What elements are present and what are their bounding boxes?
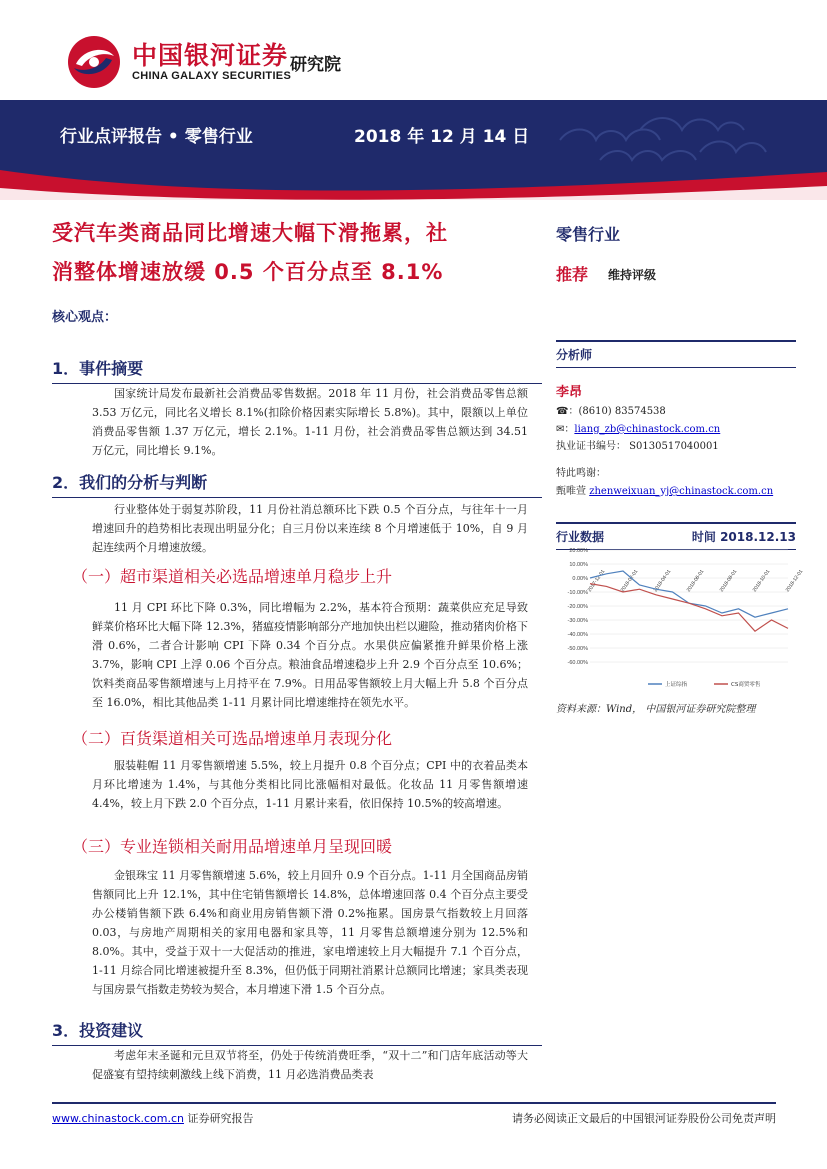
chart-y-tick-label: -50.00% bbox=[567, 646, 588, 652]
logo-chinese-name: 中国银河证券 bbox=[132, 41, 289, 70]
subheading-supermarket: （一）超市渠道相关必选品增速单月稳步上升 bbox=[72, 567, 393, 586]
chart-x-tick-label: 2018-12-01 bbox=[784, 568, 805, 594]
analyst-phone: ☎：(8610) 83574538 bbox=[556, 406, 666, 417]
chart-x-tick-label: 2018-08-01 bbox=[718, 568, 739, 594]
summary-paragraph: 国家统计局发布最新社会消费品零售数据。2018 年 11 月份，社会消费品零售总额 3.53 万亿元，同比名义增长 8.1%(扣除价格因素实际增长 5.8%)。其中，限额以上单位消费品零售额 1.37 万亿元，增长 2.1%。1-11 月份，社会消费品零售总额达到 34.51 万亿元，同比增长 9.1%。 bbox=[92, 387, 528, 457]
analyst-name: 李昂 bbox=[556, 385, 583, 400]
department-store-paragraph: 服装鞋帽 11 月零售额增速 5.5%，较上月提升 0.8 个百分点；CPI 中的衣着品类本月环比增速为 1.4%，与其他分类相比同比涨幅相对最低。化妆品 11 月零售额增速 4.4%，较上月下跌 2.0 个百分点，1-11 月累计来看，依旧保持 10.5%的较高增速。 bbox=[92, 759, 528, 810]
chart-y-tick-label: 20.00% bbox=[569, 548, 588, 554]
email-icon-label: ✉： bbox=[556, 424, 575, 435]
thanks-name: 甄唯萱 bbox=[556, 486, 586, 497]
chart-legend-label: CS商贸零售 bbox=[731, 682, 761, 688]
chart-y-tick-label: 10.00% bbox=[569, 562, 588, 568]
analysis-paragraph: 行业整体处于弱复苏阶段，11 月份社消总额环比下跌 0.5 个百分点，与往年十一月增速回升的趋势相比表现出明显分化；自三月份以来连续 8 个月增速低于 10%，自 9 月起连续两个月增速放缓。 bbox=[92, 503, 528, 554]
recommendation-badge: 推荐 bbox=[556, 265, 589, 284]
chart-y-tick-label: -20.00% bbox=[567, 604, 588, 610]
thanks-label: 特此鸣谢： bbox=[556, 468, 606, 479]
title-line-2: 消整体增速放缓 0.5 个百分点至 8.1% bbox=[52, 260, 444, 284]
section-heading-analysis: 2．我们的分析与判断 bbox=[52, 470, 542, 498]
logo-english-name: CHINA GALAXY SECURITIES bbox=[132, 70, 292, 82]
specialty-chain-paragraph: 金银珠宝 11 月零售额增速 5.6%，较上月回升 0.9 个百分点。1-11 月全国商品房销售额同比上升 12.1%，其中住宅销售额增长 14.8%，总体增速回落 0.4 个百分点主要受办公楼销售额下跌 6.4%和商业用房销售额下滑 0.2%拖累。国房景气指数较上月回落 0.03，与房地产周期相关的家用电器和家具等，11 月零售总额增速分别为 12.5%和 8.0%。其中，受益于双十一大促活动的推进，家电增速较上月大幅提升 7.1 个百分点，1-11 月综合同比增速被提升至 8.3%，但仍低于同期社消累计总额同比增速；家具类表现与国房景气指数走势较为契合，本月增速下滑 1.5 个百分点。 bbox=[92, 869, 528, 996]
chart-y-tick-label: -30.00% bbox=[567, 618, 588, 624]
chart-x-tick-label: 2018-06-01 bbox=[685, 568, 706, 594]
thanks-row bbox=[556, 482, 773, 497]
thanks-email-link[interactable]: zhenweixuan_yj@chinastock.com.cn bbox=[589, 486, 774, 497]
rating-label: 维持评级 bbox=[608, 268, 657, 282]
chart-y-tick-label: 0.00% bbox=[572, 576, 588, 582]
footer-disclaimer: 请务必阅读正文最后的中国银河证券股份公司免责声明 bbox=[512, 1112, 776, 1125]
chart-y-tick-label: -60.00% bbox=[567, 660, 588, 666]
industry-data-label: 行业数据 bbox=[556, 530, 605, 544]
chart-source: 资料来源：Wind， 中国银河证券研究院整理 bbox=[556, 704, 756, 715]
report-type: 行业点评报告 • 零售行业 bbox=[60, 127, 253, 147]
footer-website-link[interactable]: www.chinastock.com.cn bbox=[52, 1112, 184, 1125]
industry-line-chart bbox=[556, 544, 805, 694]
analyst-cert: 执业证书编号： S0130517040001 bbox=[556, 441, 719, 452]
analyst-email-link[interactable]: liang_zb@chinastock.com.cn bbox=[574, 424, 721, 435]
chart-y-tick-label: -10.00% bbox=[567, 590, 588, 596]
chart-y-tick-label: -40.00% bbox=[567, 632, 588, 638]
sidebar-industry: 零售行业 bbox=[556, 225, 621, 244]
core-view-label: 核心观点： bbox=[52, 310, 118, 325]
report-title bbox=[52, 214, 542, 292]
section-heading-summary: 1．事件摘要 bbox=[52, 356, 542, 384]
analyst-email-row bbox=[556, 420, 720, 435]
company-logo bbox=[66, 28, 366, 98]
footer-report-label: 证券研究报告 bbox=[183, 1112, 254, 1125]
report-date: 2018 年 12 月 14 日 bbox=[354, 127, 530, 147]
institute-label: 研究院 bbox=[290, 55, 341, 75]
investment-paragraph: 考虑年末圣诞和元旦双节将至，仍处于传统消费旺季，“双十二”和门店年底活动等大促盛宴有望持续刺激线上线下消费，11 月必选消费品类表 bbox=[92, 1049, 528, 1081]
supermarket-paragraph: 11 月 CPI 环比下降 0.3%，同比增幅为 2.2%，基本符合预期：蔬菜供应充足导致鲜菜价格环比大幅下降 12.3%，猪瘟疫情影响部分产地加快出栏以避险，推动猪肉价格下滑 0.6%，二者合计影响 CPI 下降 0.34 个百分点。水果供应偏紧推升鲜果价格上涨 3.7%，影响 CPI 上浮 0.06 个百分点。粮油食品增速稳步上升 2.9 个百分点至 10.6%；饮料类商品零售额增速与上月持平在 7.9%。日用品零售额较上月大幅上升 5.8 个百分点至 16.0%，相比其他品类 1-11 月累计同比增速维持在领先水平。 bbox=[92, 601, 528, 709]
chart-x-tick-label: 2017-12-01 bbox=[586, 568, 607, 594]
galaxy-logo-icon bbox=[66, 34, 122, 90]
subheading-department-store: （二）百货渠道相关可选品增速单月表现分化 bbox=[72, 729, 393, 748]
section-heading-investment: 3．投资建议 bbox=[52, 1018, 542, 1046]
subheading-specialty-chain: （三）专业连锁相关耐用品增速单月呈现回暖 bbox=[72, 837, 393, 856]
report-banner bbox=[0, 100, 827, 200]
footer-left bbox=[52, 1110, 253, 1126]
chart-x-tick-label: 2018-10-01 bbox=[751, 568, 772, 594]
analyst-header: 分析师 bbox=[556, 340, 796, 368]
page-footer bbox=[52, 1102, 776, 1125]
chart-legend-label: 上证综指 bbox=[665, 682, 688, 688]
chart-x-tick-label: 2018-04-01 bbox=[652, 568, 673, 594]
chart-x-tick-label: 2018-02-01 bbox=[619, 568, 640, 594]
banner-background bbox=[0, 100, 827, 200]
industry-data-time: 时间 2018.12.13 bbox=[691, 530, 796, 544]
title-line-1: 受汽车类商品同比增速大幅下滑拖累，社 bbox=[52, 221, 448, 245]
